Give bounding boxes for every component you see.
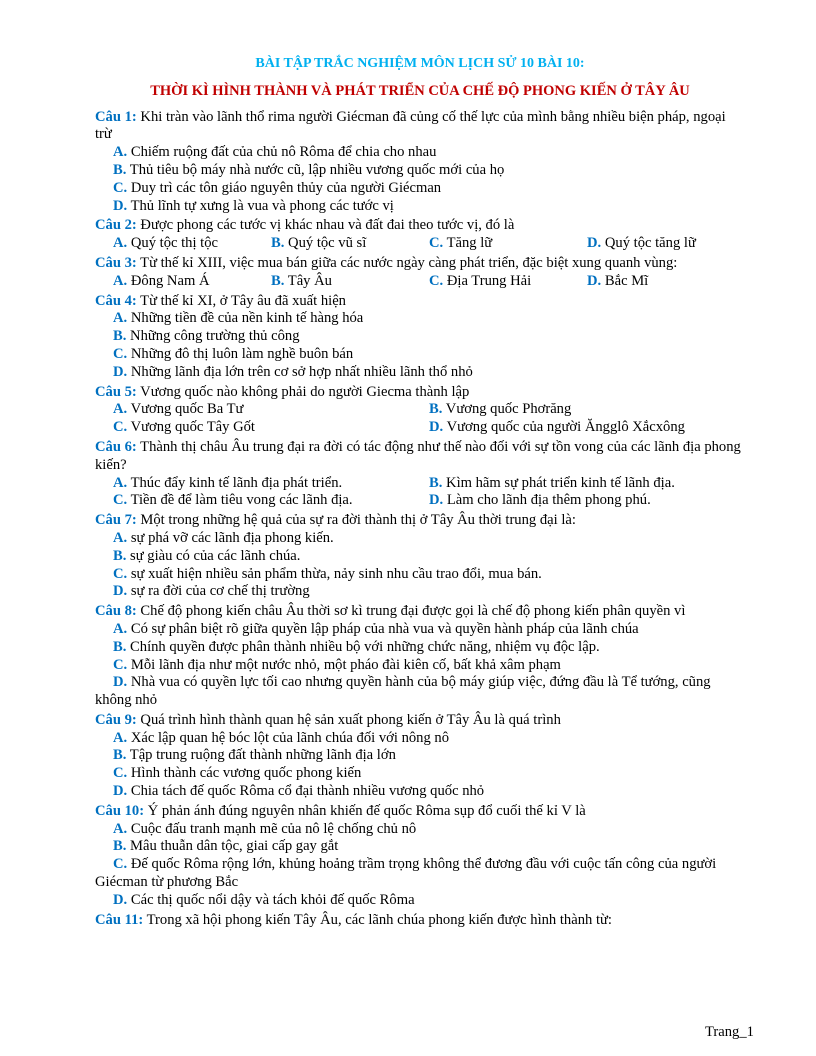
- option-a: A. Chiếm ruộng đất của chủ nô Rôma để chia cho nhau: [113, 144, 437, 161]
- question-text: Thành thị châu Âu trung đại ra đời có tác động như thế nào đối với sự tồn vong của các lãnh địa phong kiến?: [95, 438, 741, 473]
- question-label: Câu 2:: [95, 217, 137, 234]
- question-stem: [95, 293, 745, 311]
- question-label: Câu 1:: [95, 108, 137, 125]
- question-stem: [95, 712, 745, 730]
- question-stem: [95, 217, 745, 235]
- question-5: [95, 384, 745, 437]
- option-b: B. Tây Âu: [271, 272, 332, 289]
- document-title: BÀI TẬP TRẮC NGHIỆM MÔN LỊCH SỬ 10 BÀI 10:: [255, 56, 585, 71]
- question-label: Câu 10:: [95, 802, 145, 819]
- option-d: D. Quý tộc tăng lữ: [587, 235, 696, 252]
- option-b: B. Thủ tiêu bộ máy nhà nước cũ, lập nhiều vương quốc mới của họ: [113, 161, 505, 178]
- option-c: C. Địa Trung Hải: [429, 272, 532, 289]
- option-d: D. Bắc Mĩ: [587, 272, 649, 289]
- option-d: D. Các thị quốc nổi dậy và tách khỏi đế quốc Rôma: [113, 891, 415, 908]
- question-7: [95, 512, 745, 601]
- option-d: D. Làm cho lãnh địa thêm phong phú.: [429, 492, 651, 509]
- question-text: Một trong những hệ quả của sự ra đời thành thị ở Tây Âu thời trung đại là:: [136, 512, 576, 529]
- options-row: [95, 492, 745, 510]
- question-text: Khi tràn vào lãnh thổ rima người Giécman đã củng cố thế lực của mình bằng nhiều biện pháp, ngoại trừ: [95, 108, 726, 143]
- option-c: C. Vương quốc Tây Gốt: [113, 419, 255, 436]
- question-3: [95, 255, 745, 291]
- option-c: C. Duy trì các tôn giáo nguyên thủy của người Giécman: [113, 179, 442, 196]
- document-subtitle: THỜI KÌ HÌNH THÀNH VÀ PHÁT TRIỂN CỦA CHẾ ĐỘ PHONG KIẾN Ở TÂY ÂU: [150, 82, 690, 99]
- question-label: Câu 9:: [95, 711, 137, 728]
- option-b: B. Quý tộc vũ sĩ: [271, 235, 367, 252]
- question-1: [95, 109, 745, 216]
- question-9: [95, 712, 745, 801]
- question-text: Từ thế kỉ XI, ở Tây âu đã xuất hiện: [136, 292, 346, 309]
- question-text: Từ thế kỉ XIII, việc mua bán giữa các nước ngày càng phát triển, đặc biệt xung quanh vùng:: [136, 254, 678, 271]
- question-stem: [95, 384, 745, 402]
- question-11: [95, 912, 745, 930]
- question-label: Câu 5:: [95, 383, 137, 400]
- option-c: C. Hình thành các vương quốc phong kiến: [113, 765, 362, 782]
- option-b: B. Mâu thuẫn dân tộc, giai cấp gay gắt: [113, 838, 339, 855]
- option-c: C. Tiền đề để làm tiêu vong các lãnh địa.: [113, 492, 353, 509]
- option-b: B. sự giàu có của các lãnh chúa.: [113, 547, 301, 564]
- question-2: [95, 217, 745, 253]
- option-d: D. Chia tách đế quốc Rôma cổ đại thành nhiều vương quốc nhỏ: [113, 783, 485, 800]
- option-b: B. Tập trung ruộng đất thành những lãnh địa lớn: [113, 747, 396, 764]
- question-label: Câu 8:: [95, 603, 137, 620]
- question-stem: [95, 109, 745, 145]
- option-d: D. Vương quốc của người Ăngglô Xắcxông: [429, 419, 685, 436]
- option-a: A. Có sự phân biệt rõ giữa quyền lập pháp của nhà vua và quyền hành pháp của lãnh chúa: [113, 620, 639, 637]
- question-10: [95, 803, 745, 910]
- question-text: Ý phản ánh đúng nguyên nhân khiến đế quốc Rôma sụp đổ cuối thế kỉ V là: [144, 802, 586, 819]
- options-row: [95, 475, 745, 493]
- option-d: D. sự ra đời của cơ chế thị trường: [113, 583, 310, 600]
- option-a: A. Quý tộc thị tộc: [113, 235, 218, 252]
- question-text: Vương quốc nào không phải do người Giecma thành lập: [136, 383, 470, 400]
- question-stem: [95, 512, 745, 530]
- question-label: Câu 11:: [95, 911, 144, 928]
- question-4: [95, 293, 745, 382]
- option-c: C. Đế quốc Rôma rộng lớn, khủng hoảng trầm trọng không thể đương đầu với cuộc tấn công của người Giécman từ phương Bắc: [95, 856, 717, 891]
- question-label: Câu 3:: [95, 254, 137, 271]
- page-number: Trang_1: [705, 1024, 754, 1040]
- question-6: [95, 439, 745, 510]
- options-row: [95, 419, 745, 437]
- question-label: Câu 4:: [95, 292, 137, 309]
- option-b: B. Kìm hãm sự phát triển kinh tế lãnh địa.: [429, 474, 675, 491]
- option-b: B. Những công trường thủ công: [113, 328, 300, 345]
- question-stem: [95, 912, 745, 930]
- question-label: Câu 7:: [95, 512, 137, 529]
- option-a: A. sự phá vỡ các lãnh địa phong kiến.: [113, 529, 334, 546]
- options-row: [95, 401, 745, 419]
- question-text: Trong xã hội phong kiến Tây Âu, các lãnh chúa phong kiến được hình thành từ:: [143, 911, 612, 928]
- question-label: Câu 6:: [95, 438, 137, 455]
- option-a: A. Cuộc đấu tranh mạnh mẽ của nô lệ chống chủ nô: [113, 820, 417, 837]
- option-a: A. Những tiền đề của nền kinh tế hàng hóa: [113, 310, 364, 327]
- document-page: [95, 55, 745, 929]
- option-b: B. Vương quốc Phơrăng: [429, 401, 572, 418]
- question-stem: [95, 803, 745, 821]
- options-row: [95, 235, 745, 253]
- options-row: [95, 273, 745, 291]
- option-c: C. Mỗi lãnh địa như một nước nhỏ, một pháo đài kiên cố, bất khả xâm phạm: [113, 656, 561, 673]
- option-d: D. Thủ lĩnh tự xưng là vua và phong các tước vị: [113, 197, 394, 214]
- question-text: Chế độ phong kiến châu Âu thời sơ kì trung đại được gọi là chế độ phong kiến phân quyền vì: [136, 603, 686, 620]
- option-a: A. Thúc đẩy kinh tế lãnh địa phát triển.: [113, 474, 343, 491]
- option-d: D. Nhà vua có quyền lực tối cao nhưng quyền hành của bộ máy giúp việc, đứng đầu là Tể tướng, cũng không nhỏ: [95, 674, 711, 709]
- question-stem: [95, 439, 745, 475]
- option-a: A. Đông Nam Á: [113, 272, 210, 289]
- question-text: Được phong các tước vị khác nhau và đất đai theo tước vị, đó là: [136, 217, 515, 234]
- option-a: A. Vương quốc Ba Tư: [113, 401, 244, 418]
- option-b: B. Chính quyền được phân thành nhiều bộ với những chức năng, nhiệm vụ độc lập.: [113, 638, 600, 655]
- question-stem: [95, 255, 745, 273]
- option-c: C. sự xuất hiện nhiều sản phẩm thừa, nảy sinh nhu cầu trao đổi, mua bán.: [113, 565, 542, 582]
- question-8: [95, 603, 745, 710]
- option-c: C. Những đô thị luôn làm nghề buôn bán: [113, 345, 354, 362]
- option-a: A. Xác lập quan hệ bóc lột của lãnh chúa đối với nông nô: [113, 729, 449, 746]
- question-text: Quá trình hình thành quan hệ sản xuất phong kiến ở Tây Âu là quá trình: [136, 711, 561, 728]
- question-stem: [95, 603, 745, 621]
- option-d: D. Những lãnh địa lớn trên cơ sở hợp nhất nhiều lãnh thổ nhỏ: [113, 363, 473, 380]
- option-c: C. Tăng lữ: [429, 235, 493, 252]
